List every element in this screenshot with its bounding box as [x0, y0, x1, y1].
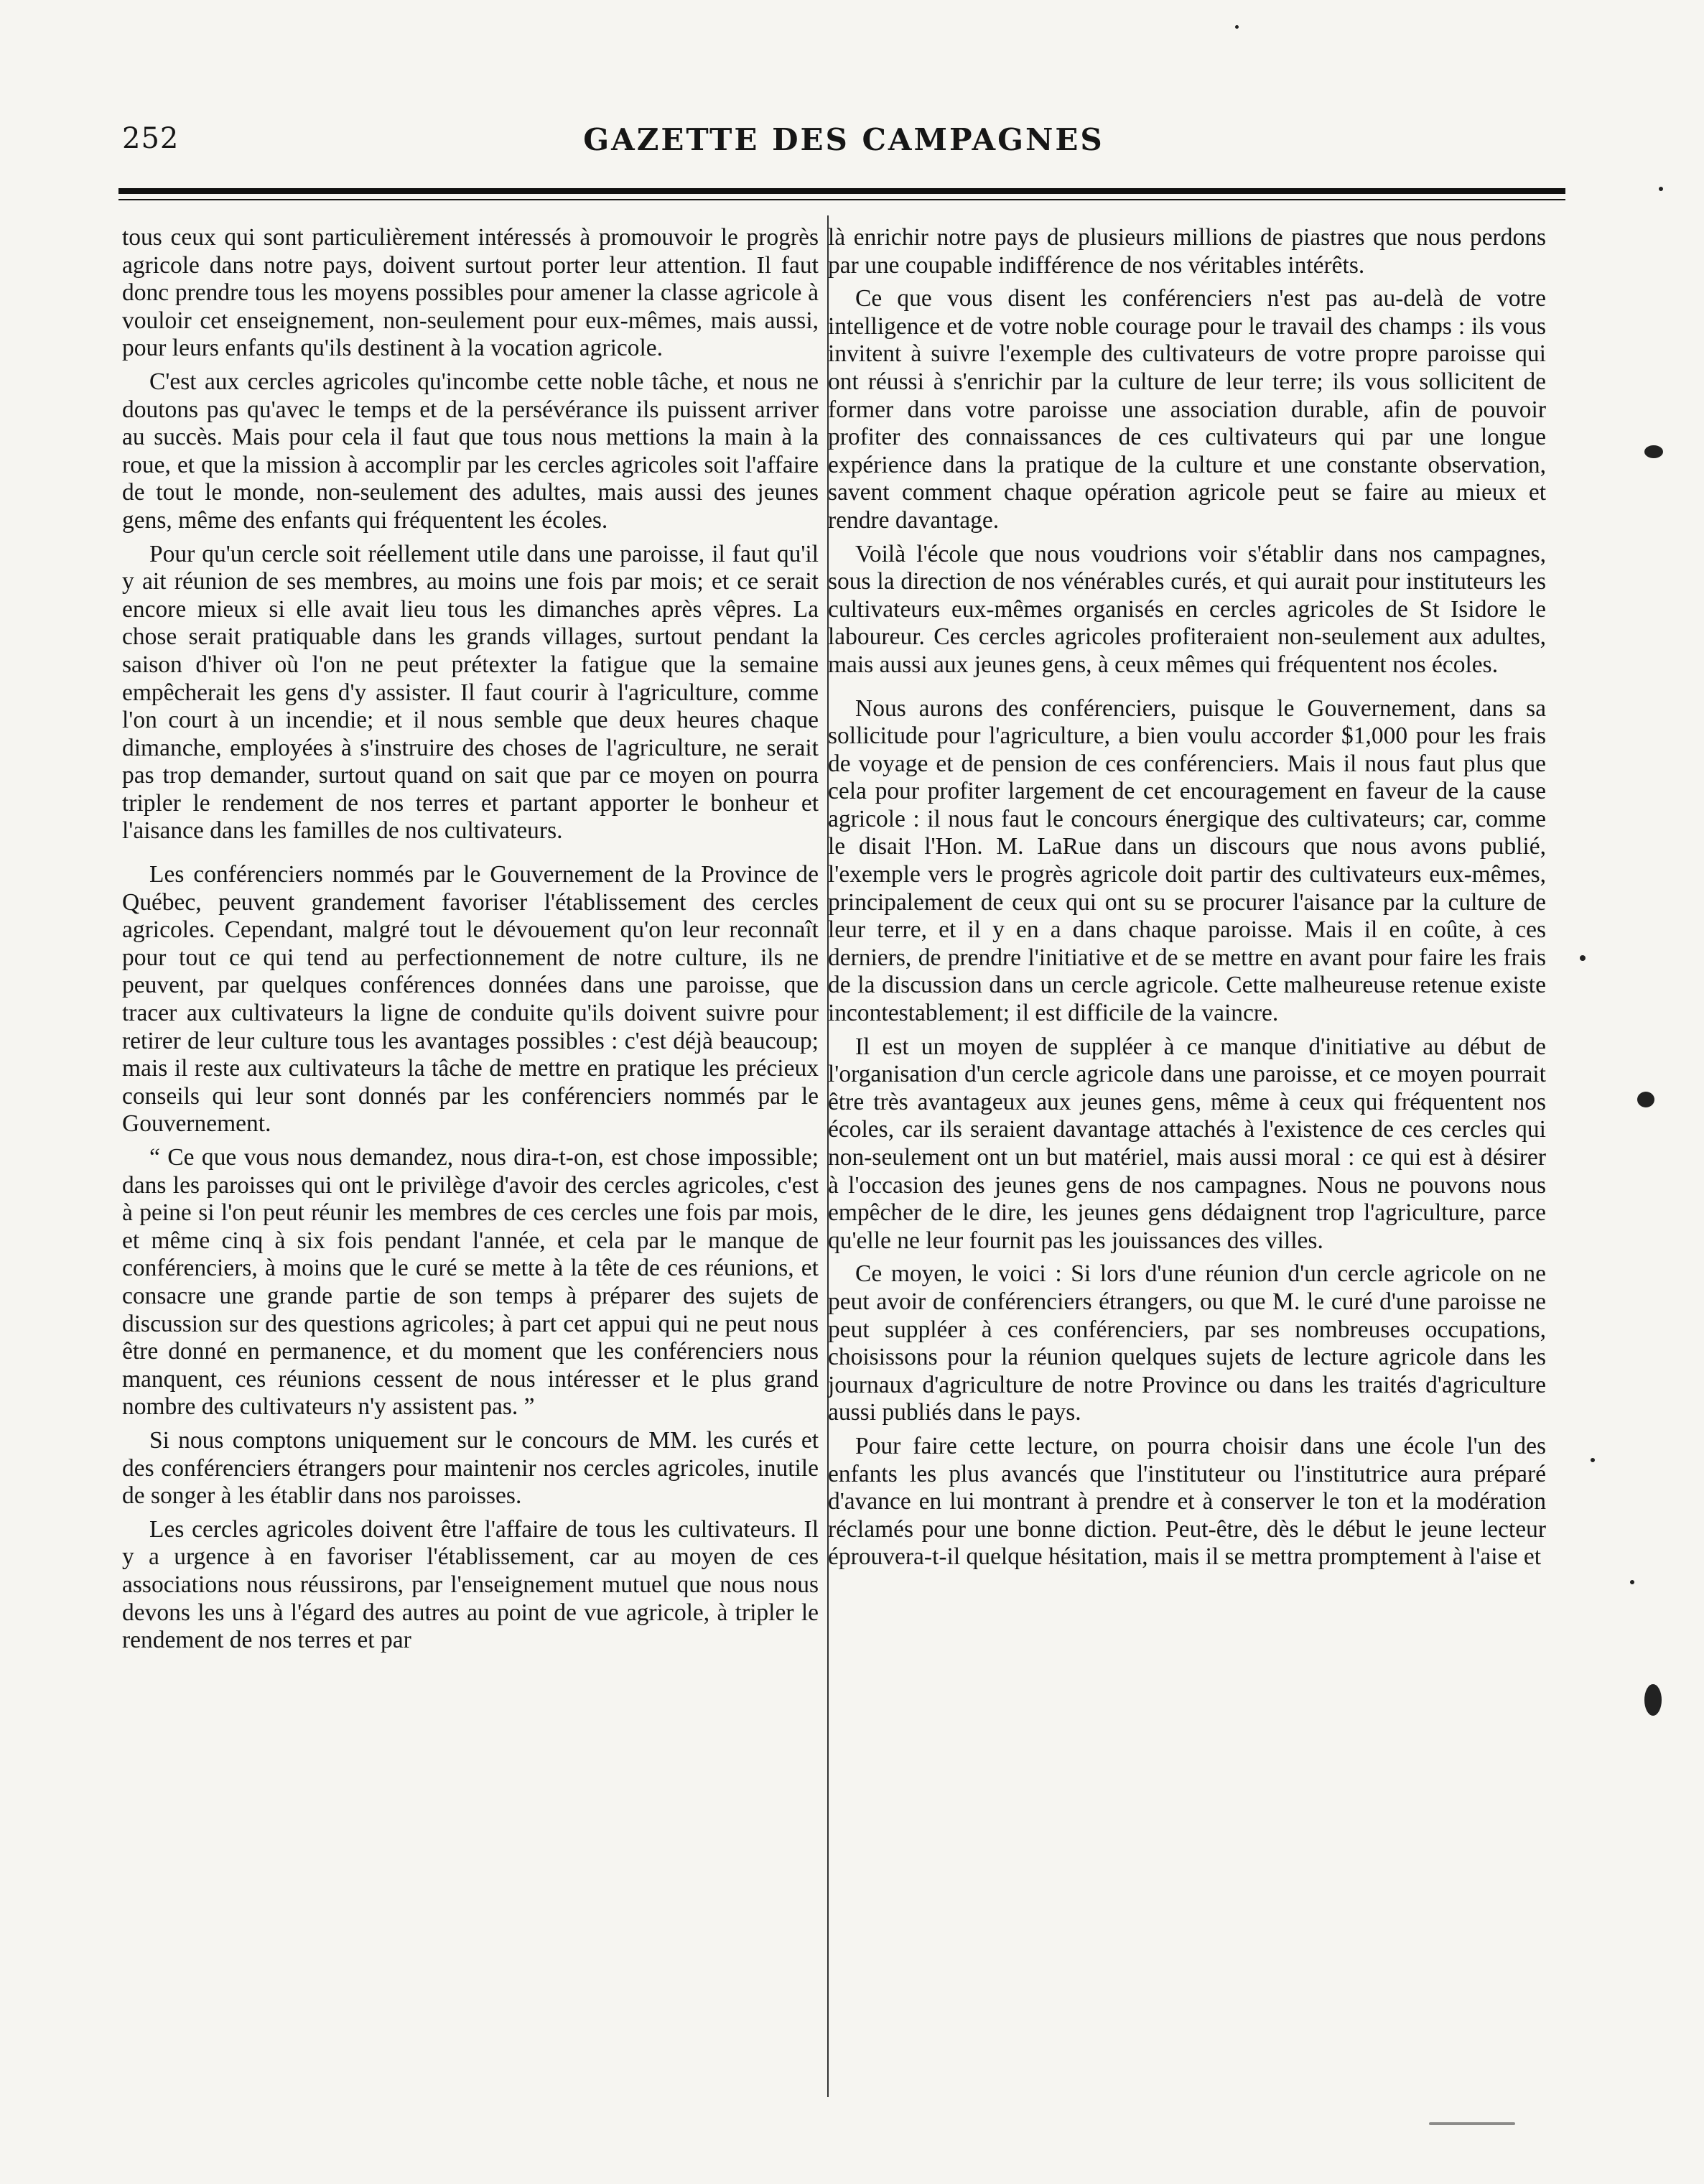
paragraph: Nous aurons des conférenciers, puisque le Gouvernement, dans sa sollicitude pour l'agriculture, a bien voulu accorder $1,000 pour les frais de voyage et de pension de ces conférenciers. Mais il nous faut plus que cela pour profiter largement de cet encouragement en faveur de la cause agricole : il nous faut le concours énergique des cultivateurs; car, comme le disait l'Hon. M. LaRue dans un discours que nous avons publié, l'exemple vers le progrès agricole doit partir des cultivateurs eux-mêmes, principalement de ceux qui ont su se procurer l'aisance par la culture de leur terre, et il y en a dans chaque paroisse. Mais il en coûte, à ces derniers, de prendre l'initiative et de se mettre en avant pour faire les frais de la discussion dans un cercle agricole. Cette malheureuse retenue existe incontestablement; il est difficile de la vaincre.: [828, 694, 1546, 1027]
paragraph: Les cercles agricoles doivent être l'affaire de tous les cultivateurs. Il y a urgence à en favoriser l'établissement, car au moyen de ces associations nous réussirons, par l'enseignement mutuel que nous nous devons les uns à l'égard des autres au point de vue agricole, à tripler le rendement de nos terres et par: [122, 1515, 819, 1654]
paragraph: Pour qu'un cercle soit réellement utile dans une paroisse, il faut qu'il y ait réunion de ses membres, au moins une fois par mois; et ce serait encore mieux si elle avait lieu tous les dimanches après vêpres. La chose serait pratiquable dans les grands villages, surtout pendant la saison d'hiver où l'on ne peut prétexter la fatigue que la semaine empêcherait les gens d'y assister. Il faut courir à l'agriculture, comme l'on court à un incendie; et il nous semble que deux heures chaque dimanche, employées à s'instruire des choses de l'agriculture, ne serait pas trop demander, surtout quand on sait que par ce moyen on pourra tripler le rendement de nos terres et partant apporter le bonheur et l'aisance dans les familles de nos cultivateurs.: [122, 540, 819, 845]
ink-speck: [1429, 2122, 1515, 2125]
paragraph: Ce que vous disent les conférenciers n'est pas au-delà de votre intelligence et de votre noble courage pour le travail des champs : ils vous invitent à suivre l'exemple des cultivateurs de votre propre paroisse qui ont réussi à s'enrichir par la culture de leur terre; ils vous sollicitent de former dans votre paroisse une association durable, afin de pouvoir profiter des connaissances de ces cultivateurs qui par une longue expérience dans la pratique de la culture et une constante observation, savent comment chaque opération agricole peut se faire au mieux et rendre davantage.: [828, 285, 1546, 534]
header-rule-thick: [118, 188, 1565, 194]
paragraph: là enrichir notre pays de plusieurs millions de piastres que nous perdons par une coupable indifférence de nos véritables intérêts.: [828, 224, 1546, 279]
ink-speck: [1591, 1458, 1595, 1462]
ink-speck: [1644, 1684, 1662, 1716]
paragraph: Les conférenciers nommés par le Gouvernement de la Province de Québec, peuvent grandement favoriser l'établissement des cercles agricoles. Cependant, malgré tout le dévouement qu'on leur reconnaît pour tout ce qui tend au perfectionnement de notre culture, ils ne peuvent, par quelques conférences données dans une paroisse, que tracer aux cultivateurs la ligne de conduite qu'ils doivent suivre pour retirer de leur culture tous les avantages possibles : c'est déjà beaucoup; mais il reste aux cultivateurs la tâche de mettre en pratique les précieux conseils qui leur sont donnés par les conférenciers nommés par le Gouvernement.: [122, 861, 819, 1138]
paragraph: Pour faire cette lecture, on pourra choisir dans une école l'un des enfants les plus avancés que l'instituteur ou l'institutrice aura préparé d'avance en lui montrant à prendre et à conserver le ton et la modération réclamés pour une bonne diction. Peut-être, dès le début le jeune lecteur éprouvera-t-il quelque hésitation, mais il se mettra promptement à l'aise et: [828, 1432, 1546, 1571]
page-header: [122, 122, 1565, 165]
paragraph: Si nous comptons uniquement sur le concours de MM. les curés et des conférenciers étrangers pour maintenir nos cercles agricoles, inutile de songer à les établir dans nos paroisses.: [122, 1426, 819, 1510]
header-rule-thin: [118, 199, 1565, 200]
page-number: 252: [122, 122, 180, 155]
paragraph: tous ceux qui sont particulièrement intéressés à promouvoir le progrès agricole dans notre pays, doivent surtout porter leur attention. Il faut donc prendre tous les moyens possibles pour amener la classe agricole à vouloir cet enseignement, non-seulement pour eux-mêmes, mais aussi, pour leurs enfants qu'ils destinent à la vocation agricole.: [122, 224, 819, 362]
paragraph: Ce moyen, le voici : Si lors d'une réunion d'un cercle agricole on ne peut avoir de conférenciers étrangers, ou que M. le curé d'une paroisse ne peut suppléer à ces conférenciers, par ses nombreuses occupations, choisissons pour la réunion quelques sujets de lecture agricole dans les journaux d'agriculture de notre Province ou dans les traités d'agriculture aussi publiés dans le pays.: [828, 1260, 1546, 1426]
paragraph: C'est aux cercles agricoles qu'incombe cette noble tâche, et nous ne doutons pas qu'avec le temps et de la persévérance ils puissent arriver au succès. Mais pour cela il faut que tous nous mettions la main à la roue, et que la mission à accomplir par les cercles agricoles soit l'affaire de tout le monde, non-seulement des adultes, mais aussi des jeunes gens, même des enfants qui fréquentent les écoles.: [122, 368, 819, 534]
ink-speck: [1630, 1580, 1634, 1584]
ink-speck: [1580, 955, 1586, 961]
left-column: [122, 224, 819, 2091]
ink-speck: [1644, 445, 1663, 458]
paragraph: “ Ce que vous nous demandez, nous dira-t-on, est chose impossible; dans les paroisses qui ont le privilège d'avoir des cercles agricoles, c'est à peine si l'on peut réunir les membres de ces cercles une fois par mois, et même cinq à six fois pendant l'année, et cela par le manque de conférenciers, à moins que le curé se mette à la tête de ces réunions, et consacre une grande partie de son temps à préparer des sujets de discussion sur des questions agricoles; à part cet appui qui ne peut nous être donné en permanence, et du moment que les conférenciers nous manquent, ces réunions cessent de nous intéresser et le plus grand nombre des cultivateurs n'y assistent pas. ”: [122, 1144, 819, 1421]
running-title: GAZETTE DES CAMPAGNES: [583, 122, 1104, 157]
ink-speck: [1659, 187, 1663, 191]
ink-speck: [1637, 1092, 1654, 1107]
right-column: [828, 224, 1546, 2091]
paragraph: Il est un moyen de suppléer à ce manque d'initiative au début de l'organisation d'un cercle agricole dans une paroisse, et ce moyen pourrait être très avantageux aux jeunes gens, même à ceux qui fréquentent nos écoles, car ils seraient davantage attachés à l'existence de ces cercles qui non-seulement ont un but matériel, mais aussi moral : ce qui est à désirer à l'occasion des jeunes gens de nos campagnes. Nous ne pouvons nous empêcher de le dire, les jeunes gens dédaignent trop l'agriculture, parce qu'elle ne leur fournit pas les jouissances des villes.: [828, 1033, 1546, 1254]
ink-speck: [1235, 25, 1239, 29]
paragraph: Voilà l'école que nous voudrions voir s'établir dans nos campagnes, sous la direction de nos vénérables curés, et qui aurait pour instituteurs les cultivateurs eux-mêmes organisés en cercles agricoles de St Isidore le laboureur. Ces cercles agricoles profiteraient non-seulement aux adultes, mais aussi aux jeunes gens, à ceux mêmes qui fréquentent nos écoles.: [828, 540, 1546, 678]
